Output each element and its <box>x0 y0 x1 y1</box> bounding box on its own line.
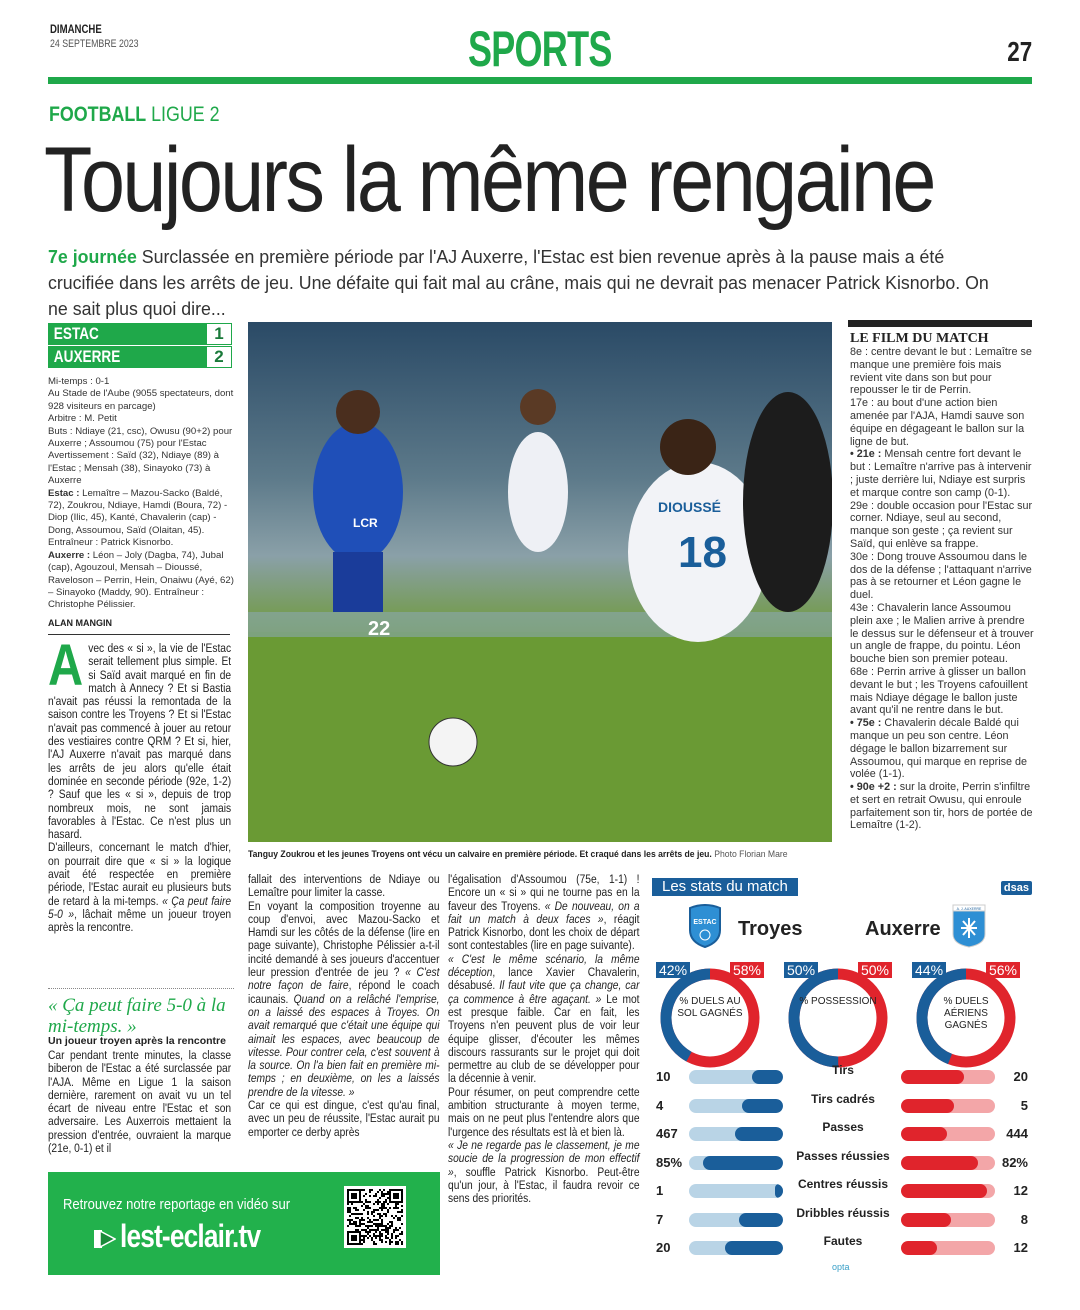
stat-row <box>652 1177 1034 1199</box>
photo-illustration <box>248 322 832 842</box>
svg-text:A. J. AUXERRE: A. J. AUXERRE <box>956 907 982 911</box>
donut-label: % POSSESSION <box>799 996 877 1007</box>
svg-text:ESTAC: ESTAC <box>693 919 717 926</box>
event-text: double occasion pour l'Estac sur corner. Ndiaye, seul au second, manque son geste ; ça revient sur Saïd, qui enlève sa frappe. <box>850 499 1033 550</box>
header-rule <box>48 77 1032 84</box>
event-text: centre devant le but : Lemaître se manque une première fois mais revient vite dans son but pour repousser le tir de Perrin. <box>850 346 1032 397</box>
stat-away-bar <box>901 1184 995 1198</box>
donut-home-value: 42% <box>656 962 690 978</box>
timeline-event <box>850 781 1034 832</box>
stat-away-value: 444 <box>1006 1126 1028 1141</box>
timeline-event <box>850 397 1034 448</box>
stat-home-value: 10 <box>656 1069 671 1084</box>
match-info-line: Estac : Lemaître – Mazou-Sacko (Baldé, 72), Zoukrou, Ndiaye, Hamdi (Boura, 72) - Diop (Ilic, 45), Kanté, Chavalerin (cap) - Dong, Assoumou, Saïd (Olaitan, 45). Entraîneur : Patrick Kisnorbo. <box>48 487 228 549</box>
stat-label: Dribbles réussis <box>796 1205 890 1220</box>
event-text: Perrin arrive à glisser un ballon devant le but ; les Troyens cafouillent mais Ndiaye dégage le ballon juste avant qu'il ne rentre dans le but. <box>850 665 1028 717</box>
play-logo-icon <box>94 1228 116 1250</box>
event-minute: • 90e +2 : <box>850 781 897 794</box>
donut-label: % DUELS AÉRIENS GAGNÉS <box>943 996 989 1031</box>
body-text: , répond le coach icaunais. <box>248 978 440 1006</box>
edition-date: 24 SEPTEMBRE 2023 <box>50 38 139 50</box>
article-col2 <box>248 873 440 1139</box>
stats-panel <box>652 878 1034 1278</box>
article-col3 <box>448 873 640 1205</box>
dsas-logo: dsas <box>1001 881 1032 895</box>
film-rule <box>848 320 1032 327</box>
estac-crest-icon <box>688 904 722 948</box>
body-text: l'égalisation d'Assoumou (75e, 1-1) ! Encore un « si » qui ne tourne pas en la faveur des Troyens. <box>448 872 640 913</box>
match-info-line: Buts : Ndiaye (21, csc), Owusu (90+2) pour Auxerre ; Assoumou (75) pour l'Estac <box>48 425 233 450</box>
stat-away-bar <box>901 1070 995 1084</box>
stat-home-bar <box>689 1241 783 1255</box>
body-text: , souffle Patrick Kisnorbo. Peut-être qu'un jour, à l'Estac, il faudra revoir ce sens des priorités. <box>448 1164 640 1206</box>
opta-logo: opta <box>832 1262 850 1272</box>
stat-away-bar <box>901 1156 995 1170</box>
body-text: D'ailleurs, concernant le match d'hier, on pourrait dire que « si » la logique avait été respectée en première période, l'Estac aurait eu plusieurs buts de retard à la mi-temps. <box>48 840 232 908</box>
donut-chart <box>786 962 890 1070</box>
body-text: Pour résumer, on peut comprendre cette ambition structurante à moyen terme, mais on ne peut plus l'entendre alors que l'urgence des résultats est là et bien là. <box>448 1084 640 1139</box>
video-banner[interactable] <box>48 1172 440 1275</box>
event-minute: 8e : <box>850 346 869 358</box>
donut-home-value: 50% <box>784 962 818 978</box>
body-text: vec des « si », la vie de l'Estac serait tellement plus simple. Et si Saïd avait marqué en fin de match à Annecy ? Et si Bastia n'avait pas réussi la remontada de la saison contre les Troyens ? Et si l'Estac n'avait pas commencé à jouer au retour des vestiaires contre QRM ? Et si, hier, l'AJ Auxerre n'avait pas marqué dans les arrêts de jeu alors qu'elle était dominée en seconde période (92e, 1-2) ? Sauf que les « si », depuis de trop nombreux mois, ne sont jamais favorables à l'Estac. Ce n'est plus un hasard. <box>48 641 232 842</box>
stat-label: Tirs <box>832 1063 854 1077</box>
stat-row <box>652 1205 1034 1228</box>
match-photo <box>248 322 832 842</box>
stat-home-value: 467 <box>656 1126 678 1141</box>
stat-away-bar <box>901 1241 995 1255</box>
stat-label: Tirs cadrés <box>811 1091 875 1106</box>
film-title: LE FILM DU MATCH <box>850 331 989 346</box>
timeline-event <box>850 666 1034 717</box>
event-minute: 17e : <box>850 397 875 410</box>
timeline-event <box>850 346 1034 397</box>
donut-away-value: 50% <box>858 962 892 978</box>
stat-home-value: 20 <box>656 1240 671 1255</box>
event-minute: 29e : <box>850 499 875 512</box>
stat-home-value: 85% <box>656 1154 683 1170</box>
stat-away-value: 20 <box>1013 1069 1028 1084</box>
event-minute: 68e : <box>850 665 875 678</box>
timeline-event <box>850 500 1034 551</box>
paragraph <box>248 1099 440 1139</box>
stat-away-bar <box>901 1099 995 1113</box>
stat-label: Fautes <box>823 1234 863 1248</box>
body-text: Car pendant trente minutes, la classe biberon de l'Estac a été surclassée par l'AJA. Même en Ligue 1 la saison dernière, rarement on avait vu un tel écart de niveau entre l'Estac et son adversaire. Les Auxerrois mettaient la pression d'entrée, ouvraient la marque (21e, 0-1) et il <box>48 1048 232 1156</box>
player-troyes <box>313 422 403 562</box>
dropcap: A <box>48 633 84 698</box>
match-info-line: Au Stade de l'Aube (9055 spectateurs, dont 928 visiteurs en parcage) <box>48 388 234 412</box>
pull-quote-source: Un joueur troyen après la rencontre <box>48 1035 226 1047</box>
event-text: Chavalerin lance Assoumou plein axe ; le Malien arrive à prendre le dessus sur le défenseur et à trouver un angle de frappe, du pointu. Léon bouche bien son premier poteau. <box>850 601 1034 666</box>
event-minute: • 21e : <box>850 448 882 461</box>
shirt-sponsor: LCR <box>353 516 378 530</box>
timeline-event <box>850 717 1034 781</box>
quote-text: « Je ne regarde pas le classement, je me soucie de la progression de mon effectif » <box>448 1137 640 1179</box>
body-text: Le mot est presque faible. Car en fait, les Troyens n'en peuvent plus de voir leur équipe glisser, d'écouter les mêmes discours rassurants sur le projet qui doit permettre au club de se développer pour la décennie à venir. <box>448 991 640 1086</box>
stat-row <box>652 1120 1034 1142</box>
stat-away-bar <box>901 1213 995 1227</box>
shirt-name: DIOUSSÉ <box>658 499 722 515</box>
match-timeline <box>850 346 1034 832</box>
qr-code[interactable] <box>344 1186 406 1248</box>
quote-text: Quand on a relâché l'emprise, on a laissé des espaces à Troyes. On avait remarqué que c'était une équipe qui aimait les espaces, avec beaucoup de vitesse. Pour contrer cela, c'est souvent à la source. On l'a bien fait en première mi-temps ; en deuxième, on les a laissés prendre de la vitesse. » <box>248 991 440 1099</box>
stat-label: Centres réussis <box>797 1177 889 1191</box>
match-info-line: Avertissement : Saïd (32), Ndiaye (89) à l'Estac ; Mensah (38), Sinayoko (73) à Auxerre <box>48 450 219 487</box>
article-col1-cont <box>48 1049 231 1155</box>
stat-row <box>652 1063 1034 1085</box>
timeline-event <box>850 602 1034 666</box>
body-text: , réagit Patrick Kisnorbo, dont les choix de départ sont contestables (lire en page suivante). <box>448 911 640 953</box>
paragraph <box>448 1139 640 1205</box>
pull-quote: « Ça peut faire 5-0 à la mi-temps. » <box>48 988 234 1037</box>
donut-away-value: 56% <box>986 962 1020 978</box>
ball <box>429 718 477 766</box>
paragraph <box>448 873 640 953</box>
kicker: FOOTBALL LIGUE 2 <box>49 103 220 126</box>
edition-day: DIMANCHE <box>50 22 102 36</box>
shirt-number-left: 22 <box>368 618 391 640</box>
event-text: au bout d'une action bien amenée par l'AJA, Hamdi sauve son équipe en dégageant le ballon sur la ligne de but. <box>850 397 1025 448</box>
match-info-line: Auxerre : Léon – Joly (Dagba, 74), Jubal (cap), Agouzoul, Mensah – Dioussé, Raveloson – Perrin, Hein, Onaiwu (Ayé, 62) – Sinayoko (Maddy, 90). Entraîneur : Christophe Pélissier. <box>48 549 234 611</box>
donut-chart <box>658 962 762 1070</box>
body-text: fallait des interventions de Ndiaye ou Lemaître pour limiter la casse. <box>248 872 440 900</box>
headline: Toujours la même rengaine <box>44 129 934 231</box>
banner-text: Retrouvez notre reportage en vidéo sur <box>63 1197 291 1213</box>
event-text: Chavalerin décale Baldé qui manque un peu son centre. Léon dégage le ballon bizarrement sur Assoumou, qui marque en reprise de volée (1-1). <box>850 717 1028 781</box>
quote-text: « C'est le même scénario, la même déception <box>448 951 640 980</box>
team-home: Troyes <box>738 918 803 940</box>
banner-site-link[interactable]: lest-eclair.tv <box>120 1218 261 1254</box>
event-minute: 43e : <box>850 601 875 614</box>
paragraph <box>248 873 440 900</box>
stat-home-bar <box>689 1127 783 1141</box>
stat-label: Passes réussies <box>796 1148 890 1163</box>
body-text: , lâchait même un joueur troyen après la rencontre. <box>48 906 232 935</box>
donut-away-value: 58% <box>730 962 764 978</box>
event-text: Mensah centre fort devant le but : Lemaître n'arrive pas à intervenir ; juste derrière lui, Ndiaye est surpris et marque contre son camp (0-1). <box>850 448 1032 499</box>
stat-away-value: 5 <box>1020 1097 1028 1113</box>
stat-away-value: 8 <box>1020 1211 1028 1227</box>
stat-row <box>652 1234 1034 1256</box>
article-col1 <box>48 633 232 935</box>
stat-home-bar <box>689 1156 783 1170</box>
match-info <box>48 376 234 612</box>
event-text: sur la droite, Perrin s'infiltre et sert en retrait Owusu, qui enroule parfaitement son tir, hors de portée de Lemaître (1-2). <box>850 781 1033 832</box>
intro: 7e journée Surclassée en première période par l'AJ Auxerre, l'Estac est bien revenue après à la pause mais a été crucifiée dans les arrêts de jeu. Une défaite qui fait mal au crâne, mais qui ne devrait pas menacer Patrick Kisnorbo. On ne sait plus quoi dire... <box>48 246 989 319</box>
qr-code-icon <box>347 1189 403 1245</box>
paragraph <box>48 841 231 934</box>
stat-home-value: 4 <box>656 1097 664 1113</box>
stat-away-bar <box>901 1127 995 1141</box>
score-row-away: AUXERRE 2 <box>48 346 232 368</box>
stat-away-value: 12 <box>1013 1183 1028 1198</box>
stat-row <box>652 1148 1034 1171</box>
quote-text: « C'est notre façon de faire <box>248 965 440 993</box>
quote-text: « Ça peut faire 5-0 » <box>48 893 232 921</box>
stat-home-value: 1 <box>656 1183 664 1198</box>
photo-caption: Tanguy Zoukrou et les jeunes Troyens ont vécu un calvaire en première période. Et craqué dans les arrêts de jeu. Photo Florian Mare <box>248 848 788 859</box>
match-info-line: Arbitre : M. Petit <box>48 413 117 425</box>
stat-away-value: 12 <box>1013 1240 1028 1255</box>
paragraph <box>448 1086 640 1139</box>
timeline-event <box>850 551 1034 602</box>
event-minute: • 75e : <box>850 717 882 730</box>
stat-row <box>652 1091 1034 1114</box>
team-away: Auxerre <box>865 918 941 940</box>
body-text: , lance Xavier Chavalerin, désabusé. <box>448 965 640 993</box>
paragraph <box>448 953 640 1086</box>
stat-away-value: 82% <box>1001 1154 1028 1170</box>
quote-text: « De nouveau, on a fait un match à deux faces » <box>448 898 640 926</box>
paragraph <box>248 900 440 1099</box>
stat-home-bar <box>689 1213 783 1227</box>
body-text: En voyant la composition troyenne au coup d'envoi, avec Mazou-Sacko et Hamdi sur les côtés de la défense (lire en page suivante), Christophe Pélissier a-t-il incité demandé à ses joueurs d'accentuer leur pression d'entrée de jeu ? <box>248 898 440 980</box>
stat-label: Passes <box>822 1120 864 1134</box>
shirt-number-right: 18 <box>678 528 727 577</box>
event-minute: 30e : <box>850 550 875 563</box>
paragraph <box>48 1049 231 1155</box>
donut-home-value: 44% <box>912 962 946 978</box>
timeline-event <box>850 448 1034 499</box>
stats-title: Les stats du match <box>652 878 798 896</box>
event-text: Dong trouve Assoumou dans le dos de la défense ; l'attaquant n'arrive pas à se retourner et Léon gagne le duel. <box>850 550 1032 602</box>
donut-label: % DUELS AU SOL GAGNÉS <box>677 996 743 1019</box>
stat-home-bar <box>689 1070 783 1084</box>
donut-chart <box>914 962 1018 1070</box>
auxerre-crest-icon <box>952 904 986 948</box>
stat-home-bar <box>689 1184 783 1198</box>
score-row-home: ESTAC 1 <box>48 323 232 345</box>
body-text: Car ce qui est dingue, c'est qu'au final, avec un peu de réussite, l'Estac aurait pu emporter ce derby après <box>248 1098 440 1139</box>
section-title: SPORTS <box>468 21 612 77</box>
quote-text: Il faut vite que ça change, car ça commence à être agaçant. » <box>448 978 640 1006</box>
match-info-line: Mi-temps : 0-1 <box>48 376 110 387</box>
author: ALAN MANGIN <box>48 618 230 635</box>
stat-home-value: 7 <box>656 1211 664 1227</box>
page-number: 27 <box>1007 36 1032 67</box>
stat-home-bar <box>689 1099 783 1113</box>
